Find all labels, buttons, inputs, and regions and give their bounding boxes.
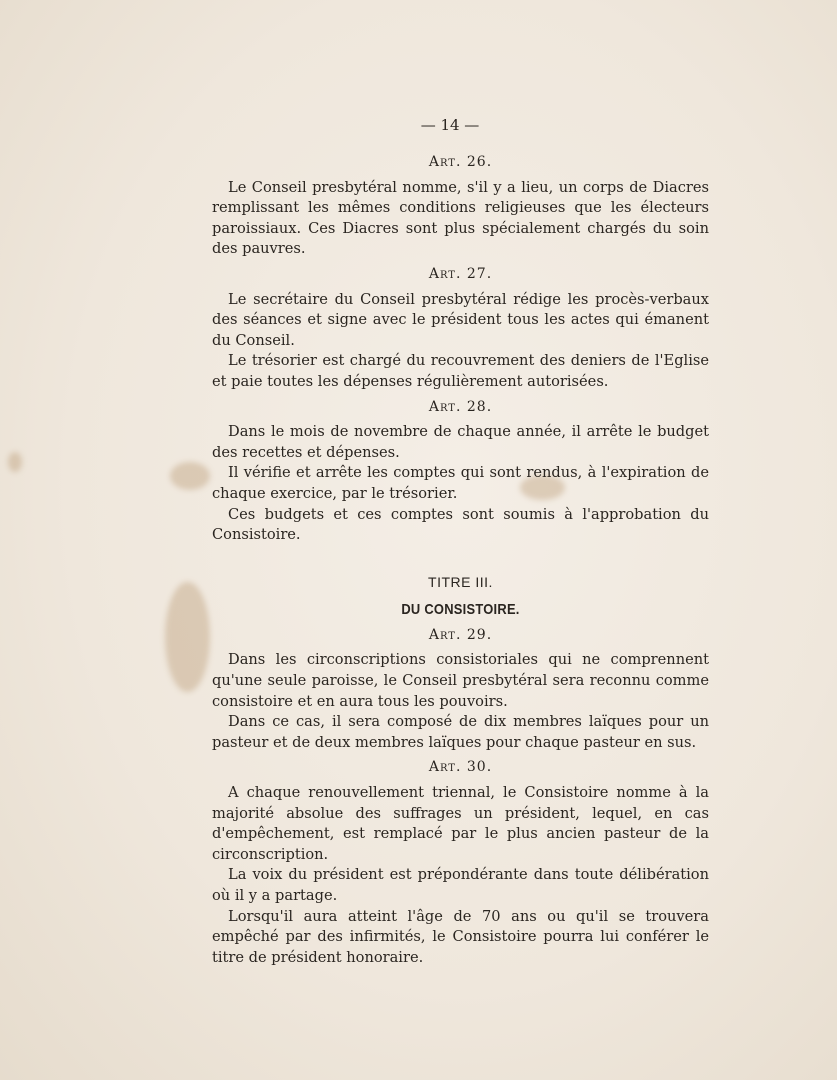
paragraph: Dans ce cas, il sera composé de dix membres laïques pour un pasteur et de deux membres laïques pour chaque pasteur en sus. xyxy=(212,713,709,751)
paragraph: Le secrétaire du Conseil presbytéral rédige les procès-verbaux des séances et signe avec le président tous les actes qui émanent du Conseil. xyxy=(212,290,709,349)
page-number: — 14 — xyxy=(420,116,480,134)
article-27 xyxy=(212,264,709,393)
article-heading: Art. 27. xyxy=(428,265,493,282)
paragraph: Ces budgets et ces comptes sont soumis à l'approbation du Consistoire. xyxy=(212,505,709,544)
article-heading: Art. 26. xyxy=(428,154,493,170)
paragraph: La voix du président est prépondérante dans toute délibération où il y a partage. xyxy=(212,866,709,904)
article-30 xyxy=(212,757,709,968)
paragraph: Il vérifie et arrête les comptes qui sont rendus, à l'expiration de chaque exercice, par le trésorier. xyxy=(212,464,709,502)
titre-name: DU CONSISTOIRE. xyxy=(401,601,520,619)
document-body xyxy=(212,148,709,968)
paragraph: Le trésorier est chargé du recouvrement des deniers de l'Eglise et paie toutes les dépenses régulièrement autorisées. xyxy=(212,352,709,390)
article-28 xyxy=(212,397,709,546)
paragraph: Dans les circonscriptions consistoriales qui ne comprennent qu'une seule paroisse, le Conseil presbytéral sera reconnu comme consistoire et en aura tous les pouvoirs. xyxy=(212,651,709,710)
paragraph: Lorsqu'il aura atteint l'âge de 70 ans ou qu'il se trouvera empêché par des infirmités, le Consistoire pourra lui conférer le titre de président honoraire. xyxy=(212,907,709,966)
paragraph: Le Conseil presbytéral nomme, s'il y a lieu, un corps de Diacres remplissant les mêmes conditions religieuses que les électeurs paroissiaux. Ces Diacres sont plus spécialement chargés du soin des pauvres. xyxy=(212,178,709,258)
paragraph: Dans le mois de novembre de chaque année, il arrête le budget des recettes et dépenses. xyxy=(212,423,709,461)
article-heading: Art. 28. xyxy=(428,398,493,415)
article-heading: Art. 29. xyxy=(428,626,493,643)
paragraph: A chaque renouvellement triennal, le Consistoire nomme à la majorité absolue des suffrages un président, lequel, en cas d'empêchement, est remplacé par le plus ancien pasteur de la circonscription. xyxy=(212,784,709,863)
titre-number: TITRE III. xyxy=(428,573,493,590)
article-heading: Art. 30. xyxy=(428,759,493,776)
article-26 xyxy=(212,152,709,260)
article-29 xyxy=(212,625,709,754)
